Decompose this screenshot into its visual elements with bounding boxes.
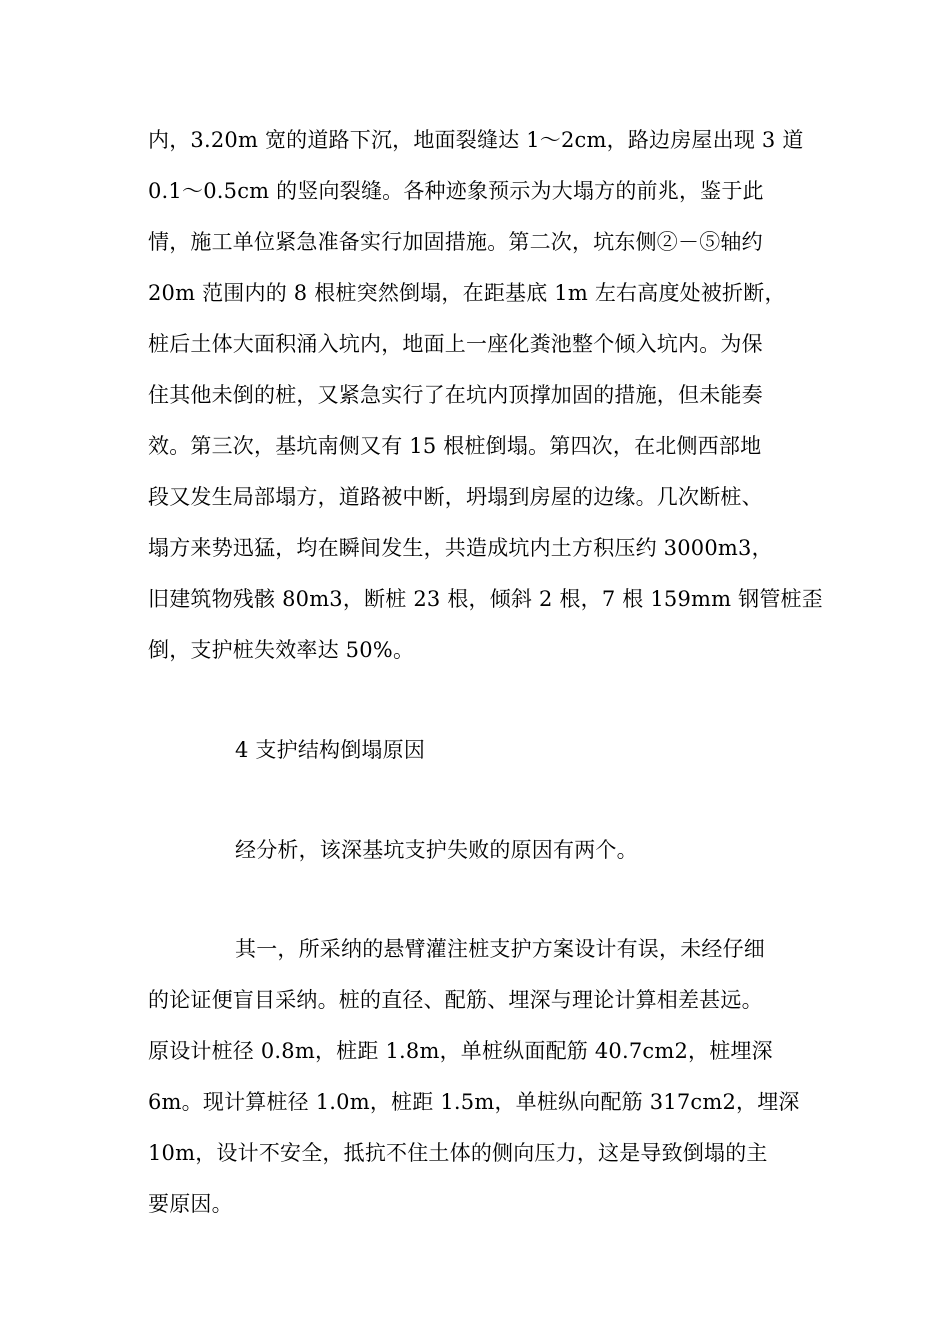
body-text-line: 塌方来势迅猛，均在瞬间发生，共造成坑内土方积压约 3000m3， — [148, 536, 773, 560]
body-text-line: 效。第三次，基坑南侧又有 15 根桩倒塌。第四次，在北侧西部地 — [148, 434, 762, 458]
body-text-line: 情，施工单位紧急准备实行加固措施。第二次，坑东侧②－⑤轴约 — [148, 230, 763, 254]
body-text-line: 桩后土体大面积涌入坑内，地面上一座化粪池整个倾入坑内。为保 — [148, 332, 763, 356]
body-text-line: 其一，所采纳的悬臂灌注桩支护方案设计有误，未经仔细 — [235, 937, 765, 961]
body-text-line: 倒，支护桩失效率达 50%。 — [148, 638, 415, 662]
body-text-line: 内，3.20m 宽的道路下沉，地面裂缝达 1～2cm，路边房屋出现 3 道 — [148, 128, 804, 152]
body-text-line: 住其他未倒的桩，又紧急实行了在坑内顶撑加固的措施，但未能奏 — [148, 383, 763, 407]
body-text-line: 段又发生局部塌方，道路被中断，坍塌到房屋的边缘。几次断桩、 — [148, 485, 763, 509]
intro-paragraph: 经分析，该深基坑支护失败的原因有两个。 — [235, 838, 638, 862]
body-text-line: 10m，设计不安全，抵抗不住土体的侧向压力，这是导致倒塌的主 — [148, 1141, 768, 1165]
body-text-line: 的论证便盲目采纳。桩的直径、配筋、埋深与理论计算相差甚远。 — [148, 988, 763, 1012]
section-heading: 4 支护结构倒塌原因 — [235, 738, 426, 762]
body-text-line: 0.1～0.5cm 的竖向裂缝。各种迹象预示为大塌方的前兆，鉴于此 — [148, 179, 764, 203]
body-text-line: 20m 范围内的 8 根桩突然倒塌，在距基底 1m 左右高度处被折断， — [148, 281, 786, 305]
body-text-line: 6m。现计算桩径 1.0m，桩距 1.5m，单桩纵向配筋 317cm2，埋深 — [148, 1090, 800, 1114]
body-text-line: 旧建筑物残骸 80m3，断桩 23 根，倾斜 2 根，7 根 159mm 钢管桩歪 — [148, 587, 823, 611]
body-text-line: 原设计桩径 0.8m，桩距 1.8m，单桩纵面配筋 40.7cm2，桩埋深 — [148, 1039, 773, 1063]
body-text-line: 要原因。 — [148, 1192, 233, 1216]
